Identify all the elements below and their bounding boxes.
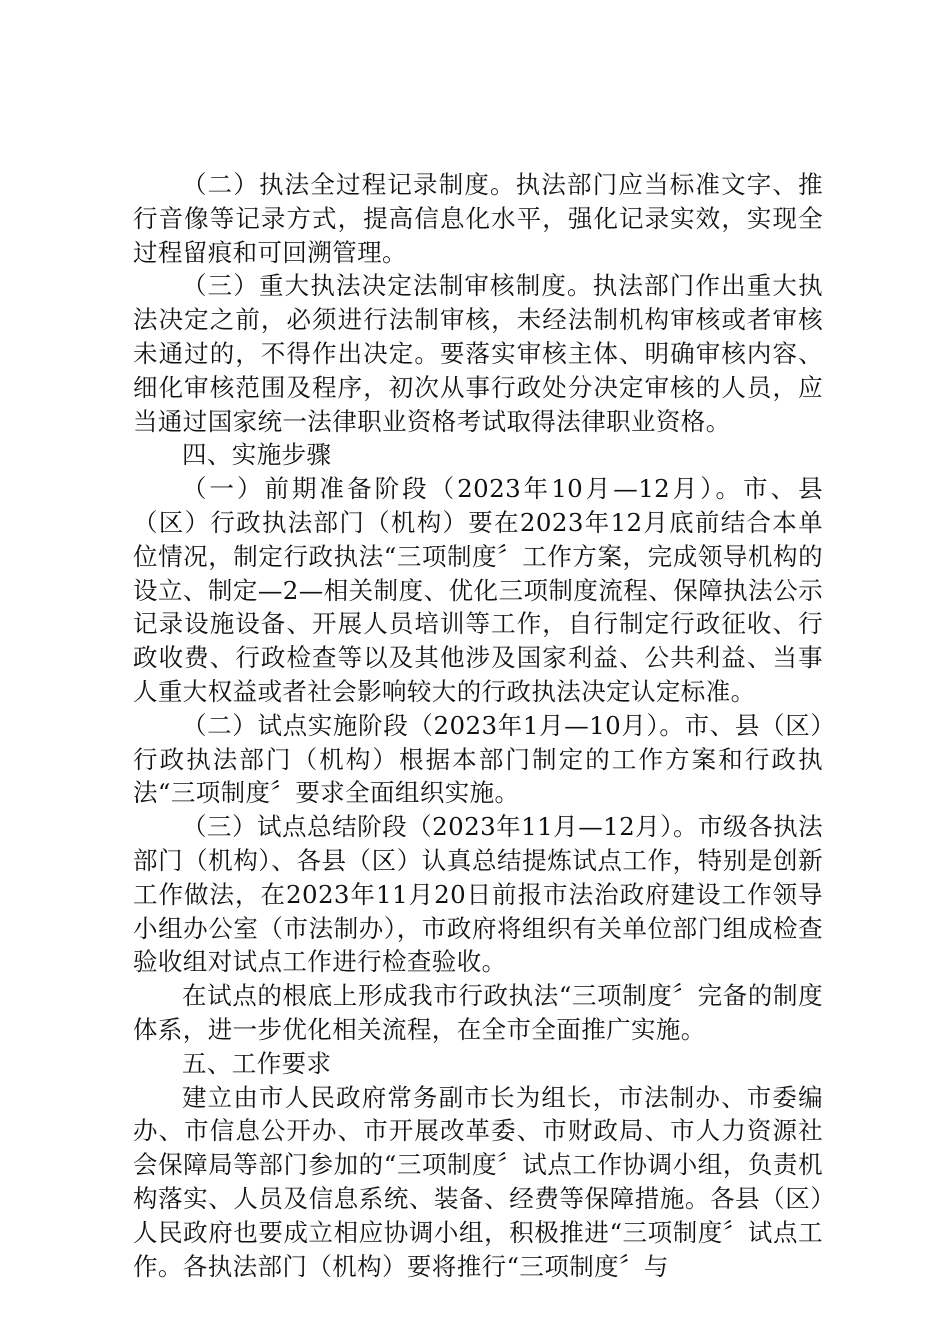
document-body	[133, 168, 823, 1283]
paragraph-coordination-group: 建立由市人民政府常务副市长为组长，市法制办、市委编办、市信息公开办、市开展改革委、市财政局、市人力资源社会保障局等部门参加的“三项制度〞试点工作协调小组，负责机构落实、人员及信息系统、装备、经费等保障措施。各县（区）人民政府也要成立相应协调小组，积极推进“三项制度〞试点工作。各执法部门（机构）要将推行“三项制度〞与	[133, 1082, 823, 1281]
paragraph-recording-system: （二）执法全过程记录制度。执法部门应当标准文字、推行音像等记录方式，提高信息化水平，强化记录实效，实现全过程留痕和可回溯管理。	[133, 170, 823, 267]
paragraph-pilot-summary-stage: （三）试点总结阶段（2023年11月—12月）。市级各执法部门（机构）、各县（区）认真总结提炼试点工作，特别是创新工作做法，在2023年11月20日前报市法治政府建设工作领导小组办公室（市法制办），市政府将组织有关单位部门组成检查验收组对试点工作进行检查验收。	[133, 812, 823, 977]
paragraph-system-promotion: 在试点的根底上形成我市行政执法“三项制度〞完备的制度体系，进一步优化相关流程，在全市全面推广实施。	[133, 981, 823, 1044]
section-heading-work-requirements: 五、工作要求	[182, 1048, 332, 1078]
paragraph-preparation-stage: （一）前期准备阶段（2023年10月—12月）。市、县（区）行政执法部门（机构）要在2023年12月底前结合本单位情况，制定行政执法“三项制度〞工作方案，完成领导机构的设立、制定—2—相关制度、优化三项制度流程、保障执法公示记录设施设备、开展人员培训等工作，自行制定行政征收、行政收费、行政检查等以及其他涉及国家利益、公共利益、当事人重大权益或者社会影响较大的行政执法决定认定标准。	[133, 474, 823, 706]
paragraph-pilot-implementation-stage: （二）试点实施阶段（2023年1月—10月）。市、县（区）行政执法部门（机构）根据本部门制定的工作方案和行政执法“三项制度〞要求全面组织实施。	[133, 710, 823, 808]
section-heading-implementation-steps: 四、实施步骤	[182, 440, 332, 470]
paragraph-legal-review-system: （三）重大执法决定法制审核制度。执法部门作出重大执法决定之前，必须进行法制审核，未经法制机构审核或者审核未通过的，不得作出决定。要落实审核主体、明确审核内容、细化审核范围及程序，初次从事行政处分决定审核的人员，应当通过国家统一法律职业资格考试取得法律职业资格。	[133, 271, 823, 436]
